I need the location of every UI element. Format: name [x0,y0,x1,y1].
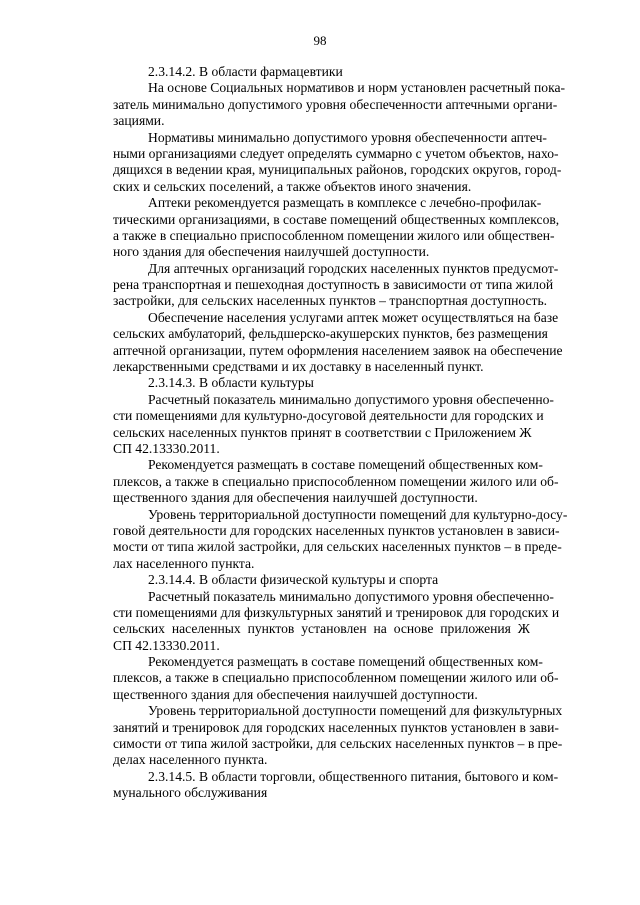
text-line: сельских населенных пунктов принят в соответствии с Приложением Ж [113,424,532,440]
text-line: плексов, а также в специально приспособленном помещении жилого или об- [113,473,559,489]
text-line: 2.3.14.4. В области физической культуры и спорта [148,572,439,588]
text-line: На основе Социальных нормативов и норм установлен расчетный пока- [148,80,566,96]
text-line: застройки, для сельских населенных пунктов – транспортная доступность. [113,293,548,309]
text-line: Рекомендуется размещать в составе помещений общественных ком- [148,457,543,473]
text-line: Для аптечных организаций городских населенных пунктов предусмот- [148,260,559,276]
text-line: аптечной организации, путем оформления населением заявок на обеспечение [113,342,563,358]
text-line: зациями. [113,113,165,129]
text-line: щественного здания для обеспечения наилучшей доступности. [113,686,478,702]
text-line: симости от типа жилой застройки, для сельских населенных пунктов – в пре- [113,736,563,752]
text-line: дящихся в ведении края, муниципальных районов, городских округов, город- [113,162,562,178]
text-line: Обеспечение населения услугами аптек может осуществляться на базе [148,309,559,325]
text-line: СП 42.13330.2011. [113,637,220,653]
text-line: Рекомендуется размещать в составе помещений общественных ком- [148,654,543,670]
text-line: затель минимально допустимого уровня обеспеченности аптечными органи- [113,96,558,112]
text-line: 2.3.14.5. В области торговли, общественного питания, бытового и ком- [148,768,559,784]
text-line: лекарственными средствами и их доставку в населенный пункт. [113,359,484,375]
text-line: Аптеки рекомендуется размещать в комплексе с лечебно-профилак- [148,195,542,211]
text-line: щественного здания для обеспечения наилучшей доступности. [113,490,478,506]
text-line: Нормативы минимально допустимого уровня обеспеченности аптеч- [148,129,547,145]
text-line: тическими организациями, в составе помещений общественных комплексов, [113,211,560,227]
text-line: ного здания для обеспечения наилучшей доступности. [113,244,430,260]
text-line: 2.3.14.3. В области культуры [148,375,314,391]
text-line: мунального обслуживания [113,785,268,801]
text-line: делах населенного пункта. [113,752,268,768]
page-number: 98 [313,33,327,48]
text-line: ских и сельских поселений, а также объектов иного значения. [113,178,472,194]
text-line: говой деятельности для городских населенных пунктов установлен в зависи- [113,522,560,538]
text-line: сти помещениями для физкультурных занятий и тренировок для городских и [113,604,560,620]
text-line: мости от типа жилой застройки, для сельских населенных пунктов – в преде- [113,539,562,555]
text-line: сельских населенных пунктов установлен на основе приложения Ж [113,621,530,637]
text-line: а также в специально приспособленном помещении жилого или обществен- [113,227,555,243]
text-line: рена транспортная и пешеходная доступность в зависимости от типа жилой [113,277,554,293]
text-line: Уровень территориальной доступности помещений для физкультурных [148,703,563,719]
text-line: лах населенного пункта. [113,555,255,571]
text-line: 2.3.14.2. В области фармацевтики [148,64,343,79]
text-line: занятий и тренировок для городских населенных пунктов установлен в зави- [113,719,559,735]
text-line: сти помещениями для культурно-досуговой деятельности для городских и [113,408,544,424]
text-line: Расчетный показатель минимально допустимого уровня обеспеченно- [148,588,554,604]
text-line: Расчетный показатель минимально допустимого уровня обеспеченно- [148,391,554,407]
text-line: плексов, а также в специально приспособленном помещении жилого или об- [113,670,559,686]
text-line: ными организациями следует определять суммарно с учетом объектов, нахо- [113,145,559,161]
text-line: СП 42.13330.2011. [113,440,220,456]
text-line: сельских амбулаторий, фельдшерско-акушерских пунктов, без размещения [113,326,548,342]
text-line: Уровень территориальной доступности помещений для культурно-досу- [148,506,568,522]
body-text [113,64,568,802]
